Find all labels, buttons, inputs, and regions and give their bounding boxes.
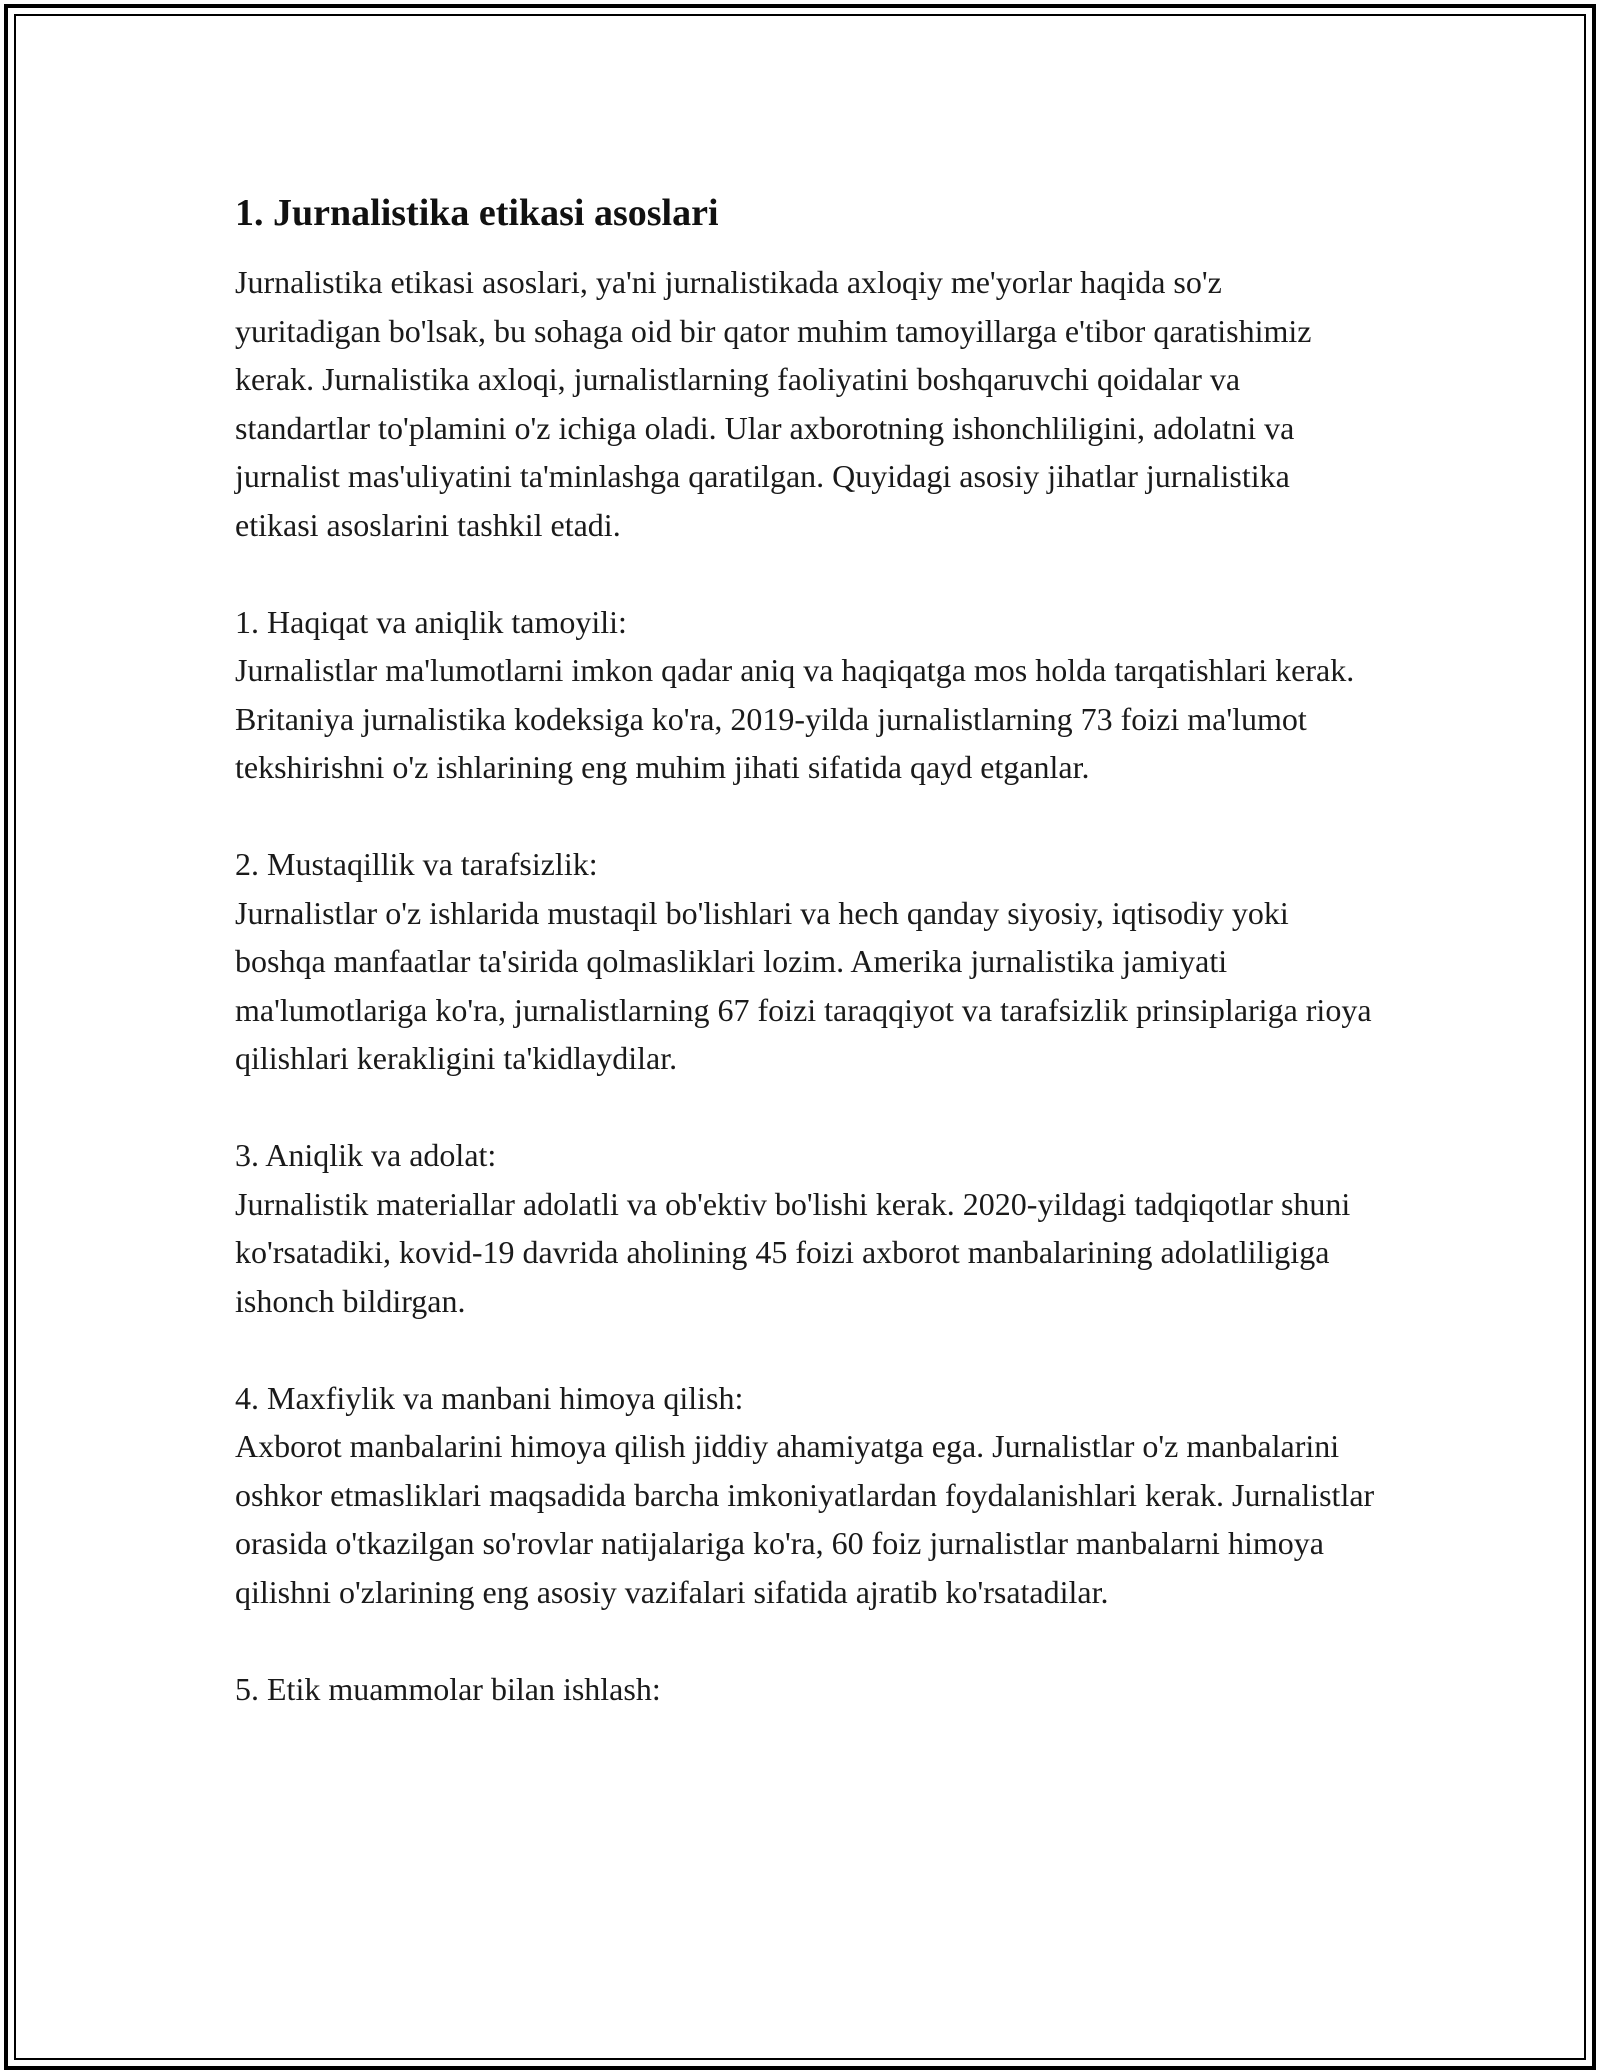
section-heading: 3. Aniqlik va adolat:	[235, 1137, 497, 1173]
section-heading: 2. Mustaqillik va tarafsizlik:	[235, 846, 598, 882]
section-accuracy-fairness	[235, 1131, 1375, 1325]
section-heading: 5. Etik muammolar bilan ishlash:	[235, 1670, 661, 1707]
section-body: Axborot manbalarini himoya qilish jiddiy ahamiyatga ega. Jurnalistlar o'z manbalarini oshkor etmasliklari maqsadida barcha imkoniyatlardan foydalanishlari kerak. Jurnalistlar orasida o'tkazilgan so'rovlar natijalariga ko'ra, 60 foiz jurnalistlar manbalarni himoya qilishni o'zlarining eng asosiy vazifalari sifatida ajratib ko'rsatadilar.	[235, 1428, 1375, 1610]
section-ethical-problems	[235, 1665, 1375, 1714]
document-content	[235, 188, 1375, 1713]
section-body: Jurnalistlar o'z ishlarida mustaqil bo'lishlari va hech qanday siyosiy, iqtisodiy yoki boshqa manfaatlar ta'sirida qolmasliklari lozim. Amerika jurnalistika jamiyati ma'lumotlariga ko'ra, jurnalistlarning 67 foizi taraqqiyot va tarafsizlik prinsiplariga rioya qilishlari kerakligini ta'kidlaydilar.	[235, 894, 1372, 1076]
section-independence	[235, 840, 1375, 1083]
section-body: Jurnalistlar ma'lumotlarni imkon qadar aniq va haqiqatga mos holda tarqatishlari kerak. Britaniya jurnalistika kodeksiga ko'ra, 2019-yilda jurnalistlarning 73 foizi ma'lumot tekshirishni o'z ishlarining eng muhim jihati sifatida qayd etganlar.	[235, 652, 1355, 785]
document-title: 1. Jurnalistika etikasi asoslari	[235, 192, 719, 234]
section-heading: 1. Haqiqat va aniqlik tamoyili:	[235, 603, 627, 640]
section-truth-accuracy	[235, 598, 1375, 792]
section-heading: 4. Maxfiylik va manbani himoya qilish:	[235, 1379, 744, 1416]
section-confidentiality	[235, 1374, 1375, 1617]
section-body: Jurnalistik materiallar adolatli va ob'ektiv bo'lishi kerak. 2020-yildagi tadqiqotlar shuni ko'rsatadiki, kovid-19 davrida aholining 45 foizi axborot manbalarining adolatliligiga ishonch bildirgan.	[235, 1185, 1351, 1319]
intro-paragraph: Jurnalistika etikasi asoslari, ya'ni jurnalistikada axloqiy me'yorlar haqida so'z yuritadigan bo'lsak, bu sohaga oid bir qator muhim tamoyillarga e'tibor qaratishimiz kerak. Jurnalistika axloqi, jurnalistlarning faoliyatini boshqaruvchi qoidalar va standartlar to'plamini o'z ichiga oladi. Ular axborotning ishonchliligini, adolatni va jurnalist mas'uliyatini ta'minlashga qaratilgan. Quyidagi asosiy jihatlar jurnalistika etikasi asoslarini tashkil etadi.	[235, 264, 1312, 543]
